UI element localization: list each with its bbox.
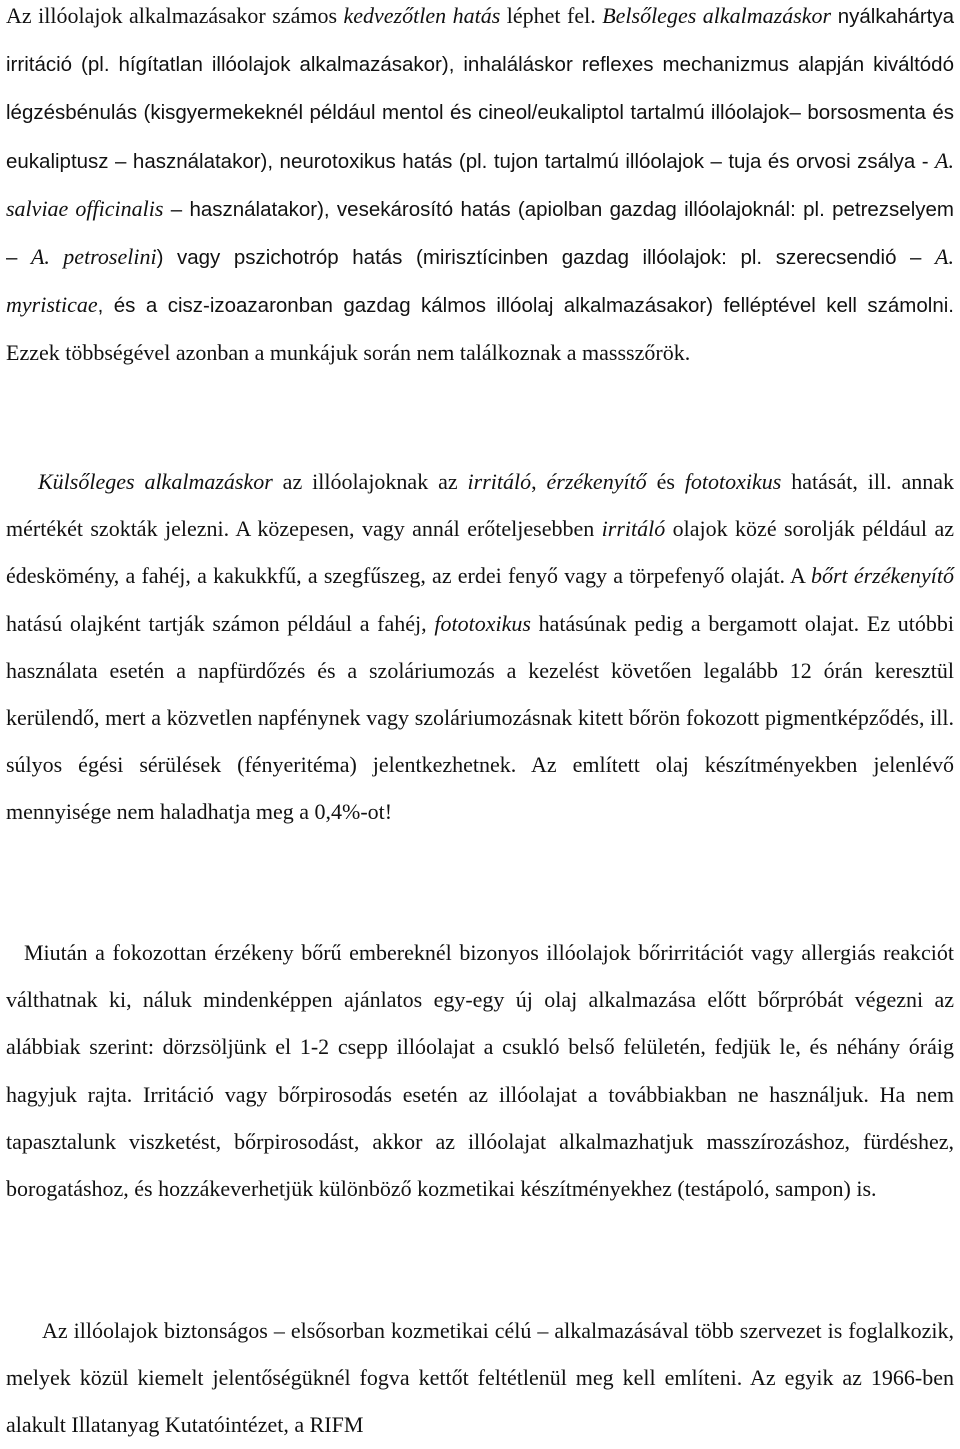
text-run: és — [646, 469, 685, 494]
paragraph-safety-organizations — [6, 1307, 954, 1449]
text-run: az illóolajoknak az — [272, 469, 468, 494]
text-run: hatású olajként tartják számon például a fahéj, — [6, 610, 435, 636]
italic-term: Belsőleges alkalmazáskor — [602, 3, 832, 28]
text-run: léphet fel. — [500, 3, 603, 28]
paragraph-skin-test — [6, 929, 954, 1212]
italic-term: Külsőleges alkalmazáskor — [38, 469, 273, 494]
italic-term: irritáló — [601, 516, 666, 542]
text-run: hatásúnak pedig a bergamott olajat. Ez utóbbi használata esetén a napfürdőzés és a szoláriumozás a kezelést követően legalább 12 órán keresztül kerülendő, mert a közvetlen napfénynek vagy szoláriumozásnak kitett bőrön fokozott pigmentképződés, ill. súlyos égési sérülések (fényeritéma) jelentkezhetnek. Az említett olaj készítményekben jelenlévő mennyisége nem haladhatja meg a 0,4%-ot! — [6, 610, 955, 825]
paragraph-adverse-effects — [6, 0, 954, 377]
text-run: , — [531, 469, 547, 494]
text-run: olajok közé sorolják például az édesköménу, a fahéj, a kakukkfű, a szegfűszeg, az erdei fenyő vagy a törpefenyő olaját. A — [6, 516, 954, 589]
italic-term: fototoxikus — [434, 610, 531, 636]
text-run: ) vagy pszichotróp hatás (mirisztícinben gazdag illóolajok: pl. szerecsendió – — [156, 246, 936, 270]
text-run: Miután a fokozottan érzékeny bőrű embereknél bizonyos illóolajok bőrirritációt vagy allergiás reakciót válthatnak ki, náluk mindenképpen ajánlatos egy-egy új olaj alkalmazása előtt bőrpróbát végezni az alábbiak szerint: dörzsöljünk el 1-2 csepp illóolajat a csukló belső felületén, fedjük le, és néhány óráig hagyjuk rajta. Irritáció vagy bőrpirosodás esetén az illóolajat a továbbiakban ne használjuk. Ha nem tapasztalunk viszketést, bőrpirosodást, akkor az illóolajat alkalmazhatjuk masszírozáshoz, fürdéshez, borogatáshoz, és hozzákeverhetjük különböző kozmetikai készítményekhez (testápoló, sampon) is. — [6, 940, 954, 1202]
italic-term: kedvezőtlen hatás — [343, 3, 501, 28]
text-run: Az illóolajok biztonságos – elsősorban kozmetikai célú – alkalmazásával több szervezet is foglalkozik, melyek közül kiemelt jelentőségüknél fogva kettőt feltétlenül meg kell említeni. Az egyik az 1966-ben alakult Illatanyag Kutatóintézet, a RIFM — [6, 1318, 954, 1438]
text-run: hatását, ill. annak mértékét szokták jelezni. A közepesen, vagy annál erőteljesebben — [6, 469, 954, 542]
text-run: nyálkahártya irritáció (pl. hígítatlan illóolajok alkalmazásakor), inhaláláskor reflexes mechanizmus alapján kiváltódó légzésbénulás (kisgyermekeknél például mentol és cineol/eukaliptol tartalmú illóolajok– borsosmenta és eukaliptusz – használatakor), neurotoxikus hatás (pl. tujon tartalmú illóolajok – tuja és orvosi zsálya - — [6, 5, 954, 173]
text-run: Ezzek többségével azonban a munkájuk során nem találkoznak a massszőrök. — [6, 340, 691, 366]
italic-term: A. myristicae — [6, 244, 954, 318]
italic-term: érzékenyítő — [546, 469, 647, 494]
italic-term: A. petroselini — [30, 244, 157, 270]
italic-term: irritáló — [467, 469, 532, 494]
italic-term: A. salviae officinalis — [6, 147, 954, 221]
text-run: – használatakor), vesekárosító hatás (apiolban gazdag illóolajoknál: pl. petrezselyem – — [6, 197, 954, 270]
text-run: , és a cisz-izoazaronban gazdag kálmos illóolaj alkalmazásakor) felléptével kell számolni. — [97, 294, 954, 318]
text-run: Az illóolajok alkalmazásakor számos — [6, 3, 344, 28]
paragraph-external-use — [6, 458, 954, 836]
italic-term: bőrt érzékenyítő — [810, 563, 954, 589]
italic-term: fototoxikus — [684, 469, 782, 494]
